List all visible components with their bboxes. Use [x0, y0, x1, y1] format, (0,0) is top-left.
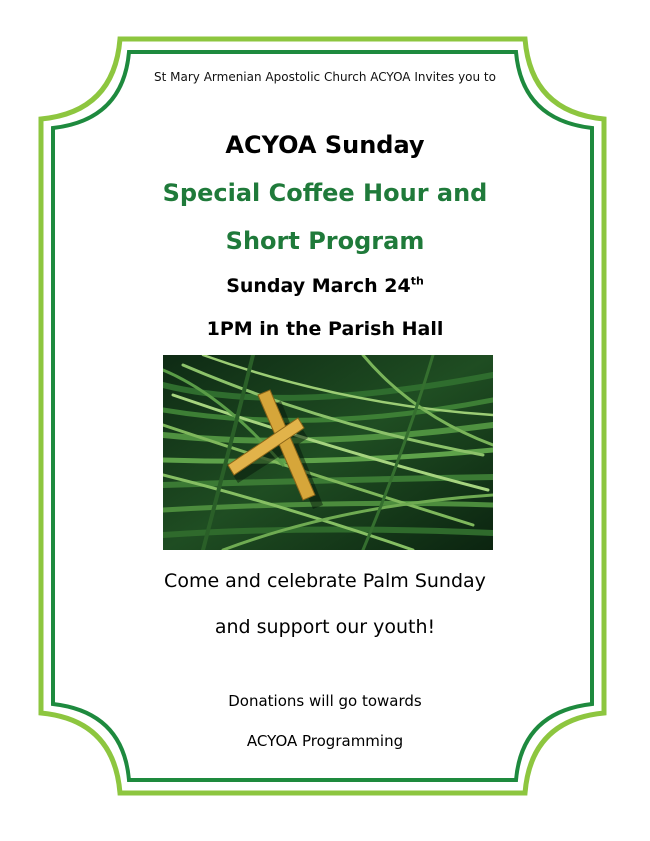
event-date-text: Sunday March 24: [226, 275, 411, 297]
event-date-suffix: th: [410, 274, 424, 288]
event-heading: ACYOA Sunday: [225, 131, 425, 159]
donation-note-line1: Donations will go towards: [228, 692, 422, 710]
event-subheading-line1: Special Coffee Hour and: [162, 179, 488, 207]
donation-note-line2: ACYOA Programming: [246, 732, 404, 750]
event-date: [0, 275, 650, 297]
body-line2: and support our youth!: [214, 616, 436, 638]
palm-cross-image: [163, 355, 493, 550]
invite-line: St Mary Armenian Apostolic Church ACYOA Invites you to: [154, 70, 496, 84]
event-time-place: 1PM in the Parish Hall: [206, 318, 444, 340]
body-line1: Come and celebrate Palm Sunday: [164, 570, 486, 592]
event-subheading-line2: Short Program: [225, 227, 425, 255]
